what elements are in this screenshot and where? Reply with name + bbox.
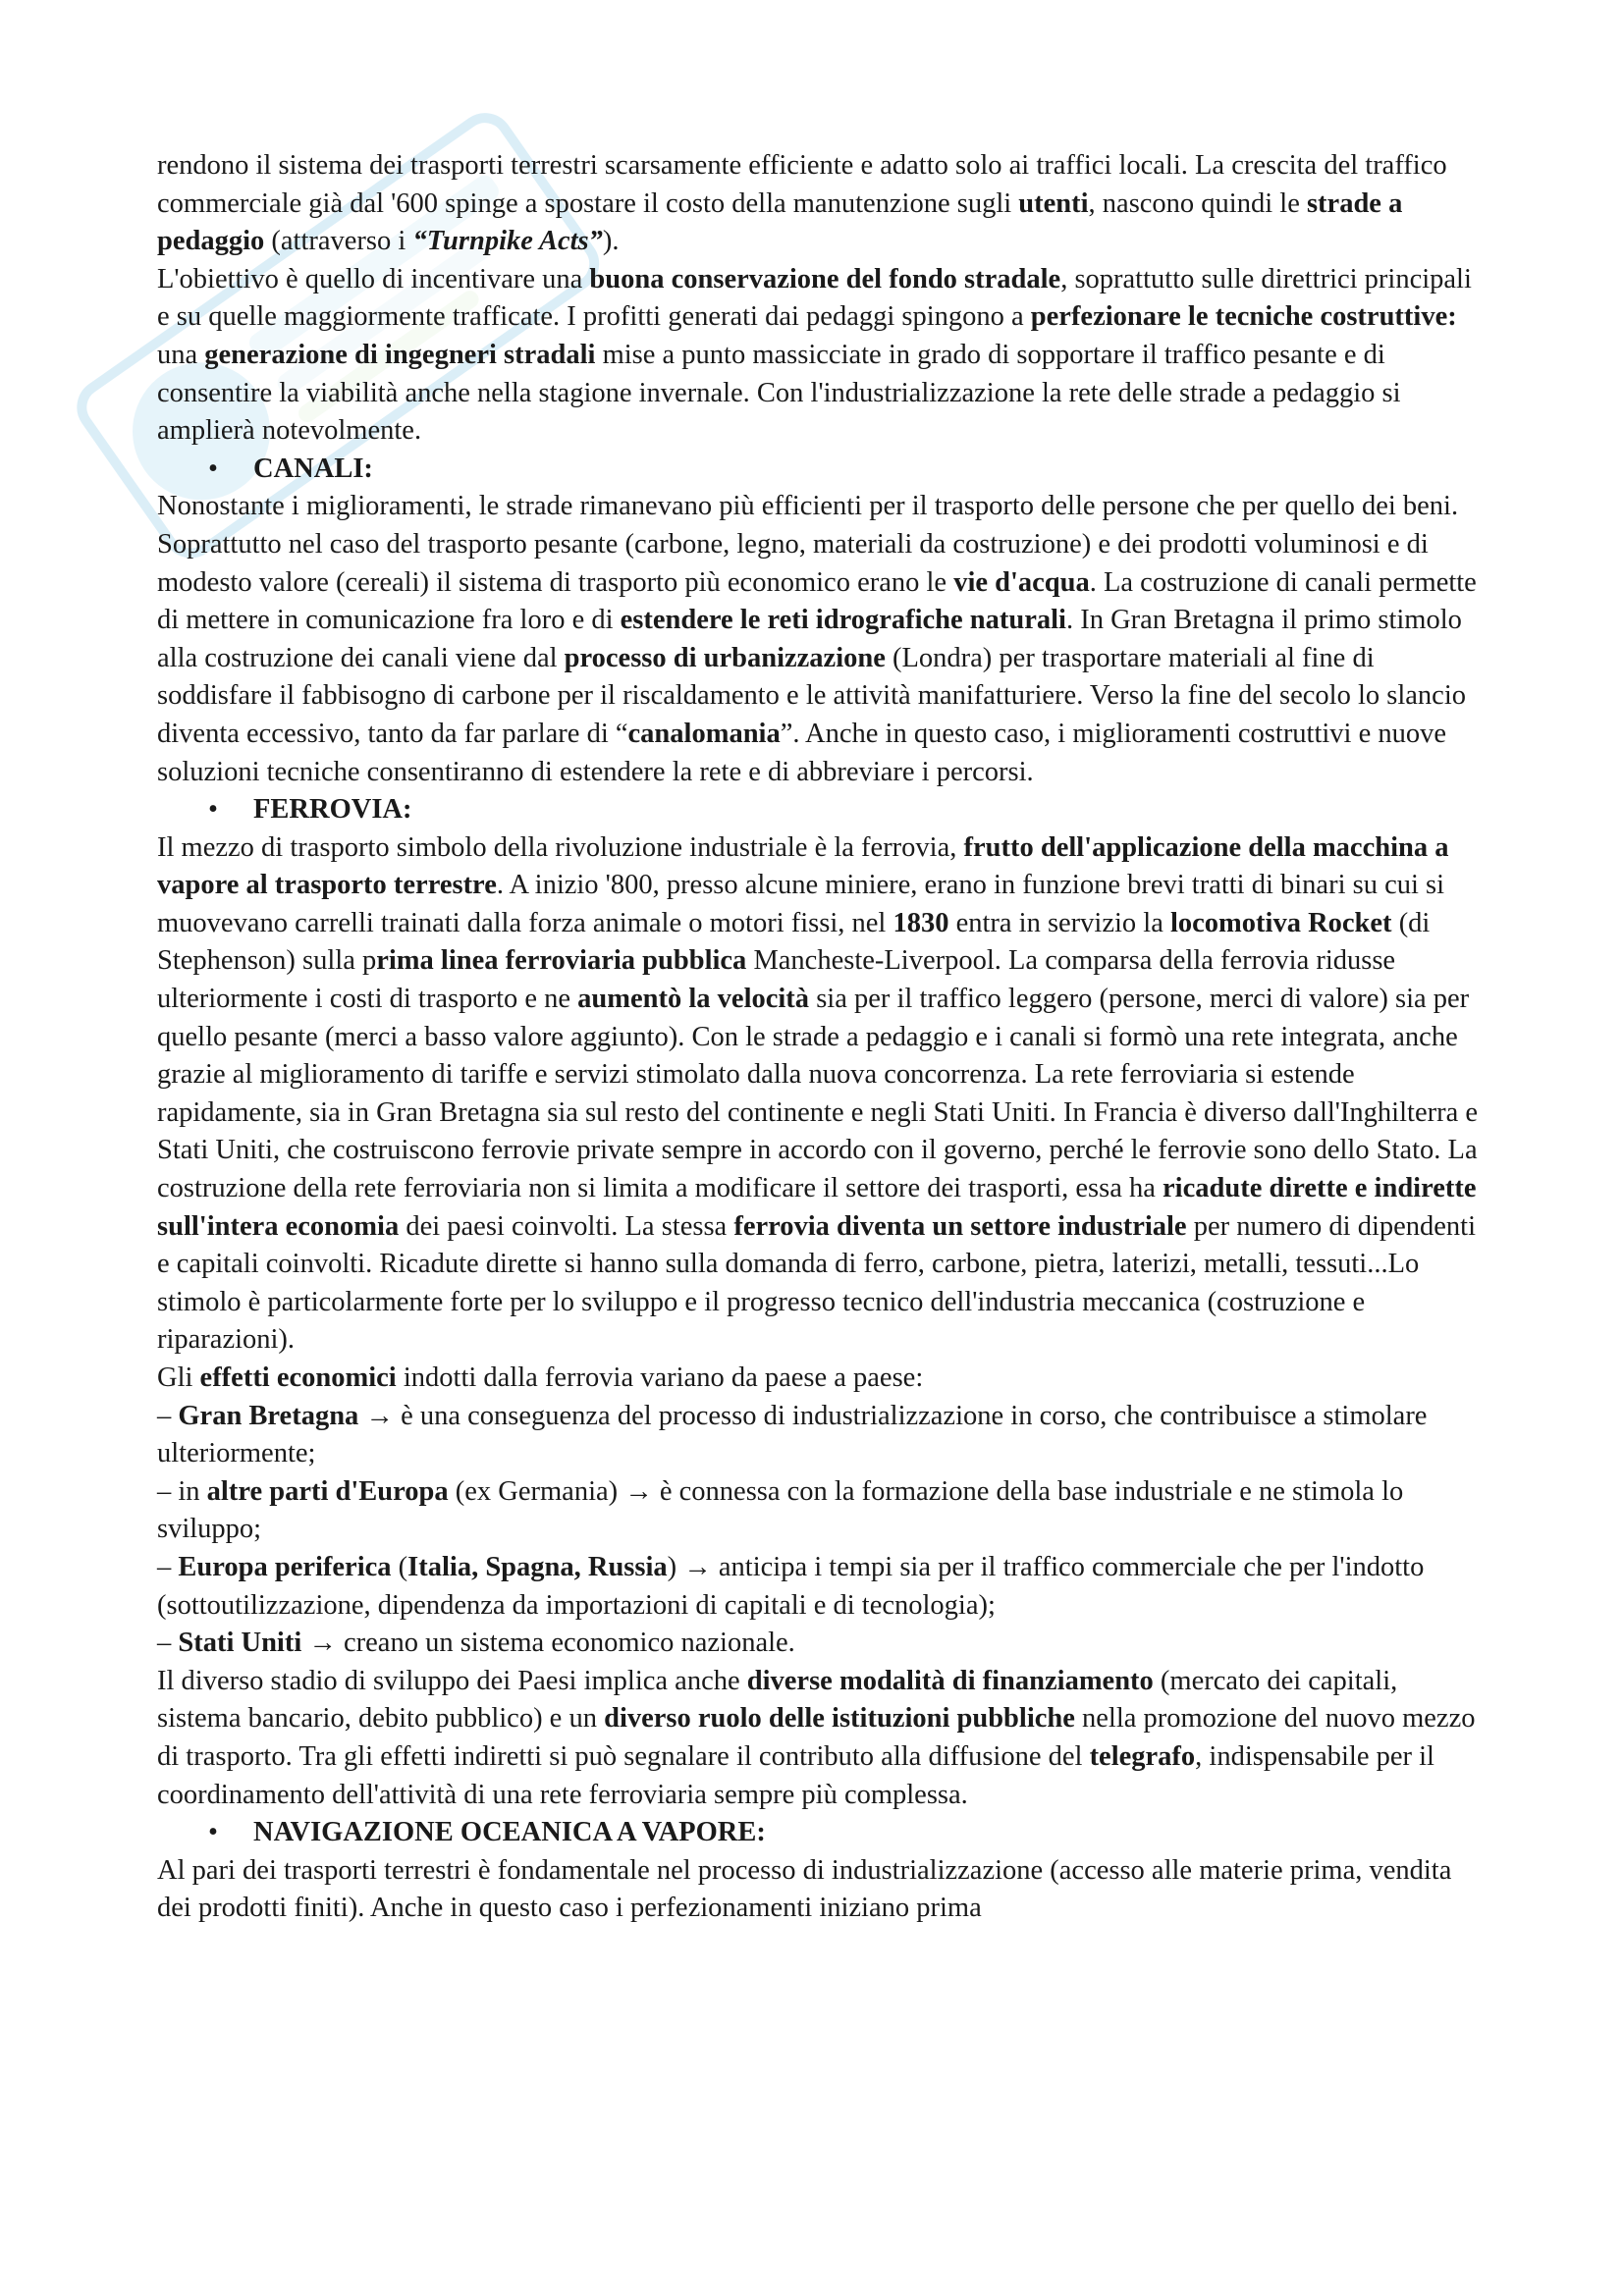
text-run: , soprattutto sulle direttrici principali e su quelle maggiormente trafficate. I profitti generati dai pedaggi spingono a xyxy=(157,263,1472,333)
paragraph xyxy=(157,488,1478,791)
text-run: una xyxy=(157,339,205,370)
bold-text: ricadute dirette e indirette sull'intera economia xyxy=(157,1173,1477,1242)
bold-text: buona conservazione del fondo stradale xyxy=(589,263,1061,294)
text-run: (Londra) per trasportare materiali al fine di soddisfare il fabbisogno di carbone per il riscaldamento e le attività manifatturiere. Verso la fine del secolo lo slancio diventa eccessivo, tanto da far parlare di “ xyxy=(157,642,1466,749)
text-run: Il diverso stadio di sviluppo dei Paesi implica anche xyxy=(157,1665,747,1696)
bold-text: ferrovia diventa un settore industriale xyxy=(733,1210,1187,1242)
text-run: , nascono quindi le xyxy=(1088,187,1307,219)
text-run: – xyxy=(157,1400,179,1431)
bold-text: Europa periferica xyxy=(178,1551,392,1582)
text-run: nella promozione del nuovo mezzo di trasporto. Tra gli effetti indiretti si può segnalare il contributo alla diffusione del xyxy=(157,1703,1476,1772)
section-heading xyxy=(157,1814,1478,1852)
bold-text: “Turnpike Acts” xyxy=(412,226,603,257)
text-run: – xyxy=(157,1628,179,1659)
bold-text: diverso ruolo delle istituzioni pubbliche xyxy=(604,1703,1075,1735)
bold-text: telegrafo xyxy=(1089,1740,1196,1772)
text-run: creano un sistema economico nazionale. xyxy=(336,1628,795,1659)
text-run: (mercato dei capitali, sistema bancario, debito pubblico) e un xyxy=(157,1665,1398,1735)
text-run: sia per il traffico leggero (persone, merci di valore) sia per quello pesante (merci a basso valore aggiunto). Con le strade a pedaggio e i canali si formò una rete integrata, anche grazie al miglioramento di tariffe e servizi stimolato dalla nuova concorrenza. La rete ferroviaria si estende rapidamente, sia in Gran Bretagna sia sul resto del continente e negli Stati Uniti. In Francia è diverso dall'Inghilterra e Stati Uniti, che costruiscono ferrovie private sempre in accordo con il governo, perché le ferrovie sono dello Stato. La costruzione della rete ferroviaria non si limita a modificare il settore dei trasporti, essa ha xyxy=(157,984,1478,1204)
bold-text: diverse modalità di finanziamento xyxy=(746,1665,1154,1696)
paragraph xyxy=(157,147,1478,261)
text-run: – xyxy=(157,1551,179,1582)
paragraph xyxy=(157,1549,1478,1625)
text-run: è una conseguenza del processo di industrializzazione in corso, che contribuisce a stimolare ulteriormente; xyxy=(157,1400,1428,1469)
bullet-dot: • xyxy=(208,1817,218,1848)
text-run: . A inizio '800, presso alcune miniere, erano in funzione brevi tratti di binari su cui si muovevano carrelli trainati dalla forza animale o motori fissi, nel xyxy=(157,870,1445,938)
paragraph xyxy=(157,1473,1478,1549)
text-run: dei paesi coinvolti. La stessa xyxy=(399,1210,734,1242)
bold-text: effetti economici xyxy=(199,1362,397,1393)
bullet-dot: • xyxy=(208,794,218,826)
text-run: Nonostante i miglioramenti, le strade rimanevano più efficienti per il trasporto delle persone che per quello dei beni. Soprattutto nel caso del trasporto pesante (carbone, legno, materiali da costruzione) e dei prodotti voluminosi e di modesto valore (cereali) il sistema di trasporto più economico erano le xyxy=(157,491,1459,598)
bold-text: vie d'acqua xyxy=(953,566,1090,598)
text-run: , indispensabile per il coordinamento dell'attività di una rete ferroviaria sempre più complessa. xyxy=(157,1740,1434,1810)
paragraph xyxy=(157,829,1478,1360)
bold-text: strade a pedaggio xyxy=(157,187,1403,257)
text-run: (di Stephenson) sulla p xyxy=(157,907,1431,977)
text-run: . In Gran Bretagna il primo stimolo alla costruzione dei canali viene dal xyxy=(157,605,1462,673)
bold-text: 1830 xyxy=(893,907,949,938)
bold-text: Italia, Spagna, Russia xyxy=(407,1551,668,1582)
paragraph xyxy=(157,1625,1478,1663)
bold-text: FERROVIA: xyxy=(253,794,412,826)
text-run: ). xyxy=(602,226,620,257)
text-run: ( xyxy=(391,1551,408,1582)
bold-text: utenti xyxy=(1018,187,1089,219)
text-run: (attraverso i xyxy=(264,226,413,257)
bold-text: perfezionare le tecniche costruttive: xyxy=(1030,301,1457,333)
text-run: Al pari dei trasporti terrestri è fondamentale nel processo di industrializzazione (accesso alle materie prima, vendita dei prodotti finiti). Anche in questo caso i perfezionamenti iniziano prima xyxy=(157,1854,1452,1924)
text-run: Gli xyxy=(157,1362,200,1393)
bold-text: generazione di ingegneri stradali xyxy=(204,339,596,370)
paragraph xyxy=(157,1663,1478,1814)
text-run: – in xyxy=(157,1475,207,1507)
bullet-dot: • xyxy=(208,453,218,484)
bold-text: canalomania xyxy=(627,718,781,749)
bold-text: estendere le reti idrografiche naturali xyxy=(620,605,1066,636)
bold-text: altre parti d'Europa xyxy=(206,1475,449,1507)
document-body xyxy=(157,147,1478,1928)
bold-text: CANALI: xyxy=(253,453,373,484)
bold-text: frutto dell'applicazione della macchina a vapore al trasporto terrestre xyxy=(157,831,1449,901)
text-run: Il mezzo di trasporto simbolo della rivoluzione industriale è la ferrovia, xyxy=(157,831,964,863)
bold-text: Stati Uniti → xyxy=(178,1628,337,1659)
text-run: (ex Germania) → è connessa con la formazione della base industriale e ne stimola lo sviluppo; xyxy=(157,1475,1404,1545)
text-run: per numero di dipendenti e capitali coinvolti. Ricadute dirette si hanno sulla domanda di ferro, carbone, pietra, laterizi, metalli, tessuti...Lo stimolo è particolarmente forte per lo sviluppo e il progresso tecnico dell'industria meccanica (costruzione e riparazioni). xyxy=(157,1210,1476,1356)
bold-text: locomotiva Rocket xyxy=(1169,907,1392,938)
bold-text: processo di urbanizzazione xyxy=(564,642,886,673)
text-run: ) → anticipa i tempi sia per il traffico commerciale che per l'indotto (sottoutilizzazione, dipendenza da importazioni di capitali e di tecnologia); xyxy=(157,1551,1425,1621)
paragraph xyxy=(157,1360,1478,1398)
text-run: rendono il sistema dei trasporti terrestri scarsamente efficiente e adatto solo ai traffici locali. La crescita del traffico commerciale già dal '600 spinge a spostare il costo della manutenzione sugli xyxy=(157,150,1447,219)
bold-text: rima linea ferroviaria pubblica xyxy=(376,945,747,977)
bold-text: Gran Bretagna → xyxy=(178,1400,394,1431)
text-run: indotti dalla ferrovia variano da paese a paese: xyxy=(396,1362,924,1393)
text-run: Mancheste-Liverpool. La comparsa della ferrovia ridusse ulteriormente i costi di trasporto e ne xyxy=(157,945,1396,1015)
bold-text: NAVIGAZIONE OCEANICA A VAPORE: xyxy=(253,1817,766,1848)
bold-text: aumentò la velocità xyxy=(577,984,810,1015)
text-run: L'obiettivo è quello di incentivare una xyxy=(157,263,590,294)
text-run: . La costruzione di canali permette di mettere in comunicazione fra loro e di xyxy=(157,566,1477,636)
paragraph xyxy=(157,1398,1478,1473)
text-run: ”. Anche in questo caso, i miglioramenti costruttivi e nuove soluzioni tecniche consentiranno di estendere la rete e di abbreviare i percorsi. xyxy=(157,718,1447,787)
text-run: entra in servizio la xyxy=(948,907,1170,938)
text-run: mise a punto massicciate in grado di sopportare il traffico pesante e di consentire la viabilità anche nella stagione invernale. Con l'industrializzazione la rete delle strade a pedaggio si amplierà notevolmente. xyxy=(157,339,1401,447)
section-heading xyxy=(157,451,1478,489)
paragraph xyxy=(157,1852,1478,1928)
section-heading xyxy=(157,791,1478,829)
paragraph xyxy=(157,261,1478,451)
